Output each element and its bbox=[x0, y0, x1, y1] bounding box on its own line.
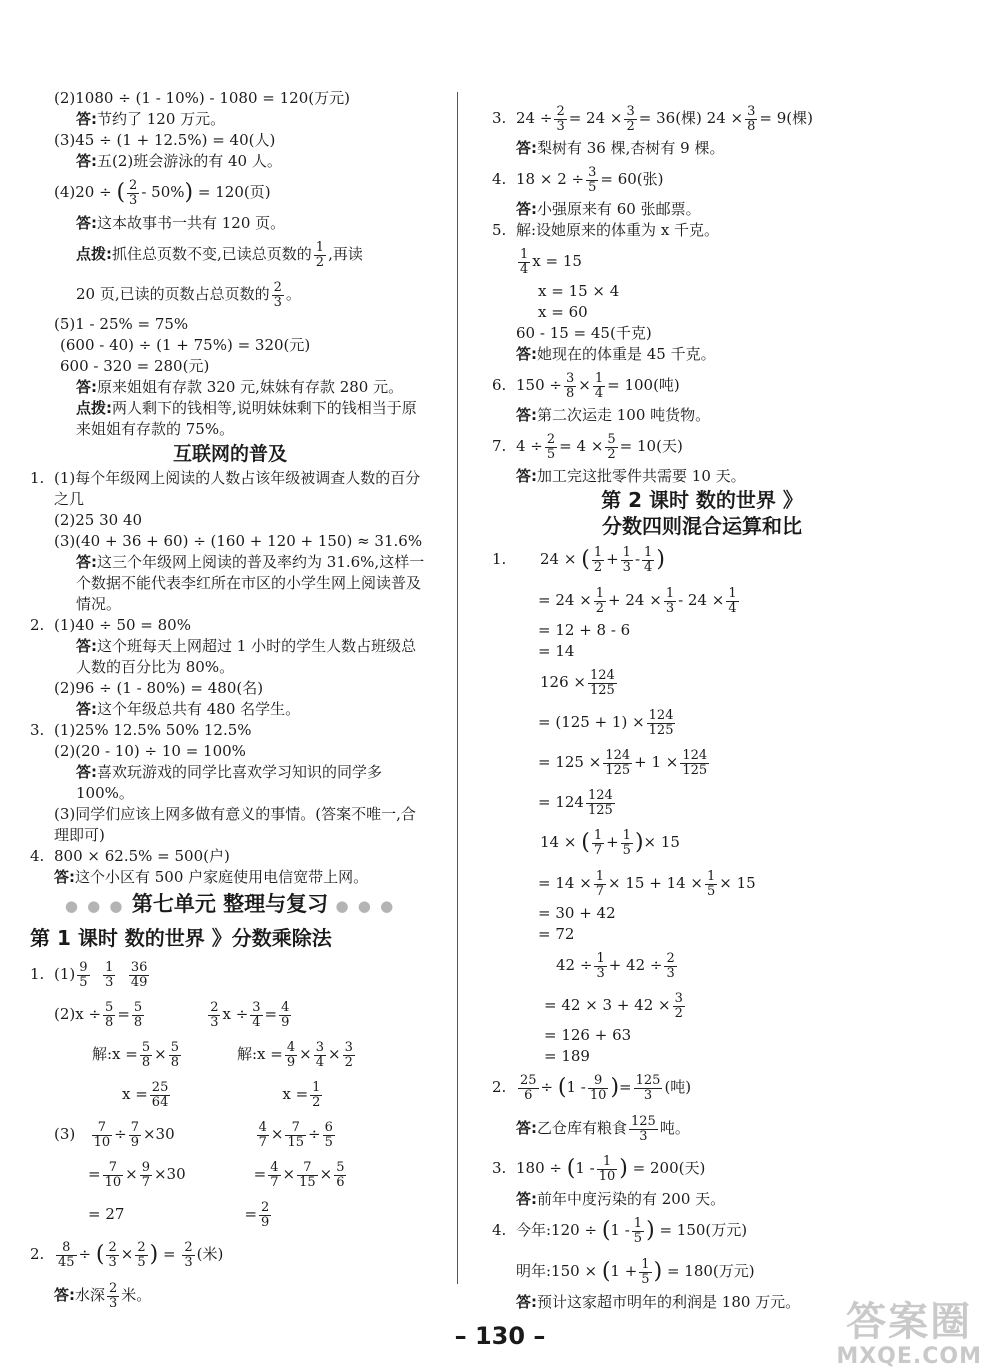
answer-line: 答:第二次运走 100 吨货物。 bbox=[516, 406, 711, 424]
answer-line: x = $\frac{25}{64}$ x = $\frac{1}{2}$ bbox=[122, 1079, 321, 1110]
answer-line: = 126 + 63 bbox=[544, 1026, 632, 1044]
section-title: 互联网的普及 bbox=[172, 443, 287, 465]
answer-line: 解:x = $\frac{5}{8}$ × $\frac{5}{8}$ 解:x = $\frac{4}{9}$ × $\frac{3}{4}$ × $\frac{3}{2}$ bbox=[92, 1039, 353, 1070]
answer-line: (2)25 30 40 bbox=[54, 511, 143, 529]
answer-line: = 24 × $\frac{1}{2}$ + 24 × $\frac{1}{3}$ - 24 × $\frac{1}{4}$ bbox=[538, 585, 737, 616]
answer-line: 答:乙仓库有粮食 $\frac{125}{3}$ 吨。 bbox=[516, 1113, 690, 1144]
answer-line: x = 15 × 4 bbox=[538, 282, 620, 300]
answer-line: 答:她现在的体重是 45 千克。 bbox=[516, 345, 716, 363]
question-2: 2. $\frac{8}{45}$ ÷ ( $\frac{2}{3}$ × $\frac{2}{5}$ ) = $\frac{2}{3}$ (米) bbox=[30, 1239, 224, 1270]
answer-line: = 27 = $\frac{2}{9}$ bbox=[88, 1199, 270, 1230]
answer-line: = (125 + 1) × $\frac{124}{125}$ bbox=[538, 707, 674, 738]
answer-line: (2)1080 ÷ (1 - 10%) - 1080 = 120(万元) bbox=[54, 89, 350, 107]
tip-line: 点拨:抓住总页数不变,已读总页数的 $\frac{1}{2}$ ,再读 bbox=[76, 239, 363, 270]
watermark-logo: 答案圈 MXQE.COM bbox=[836, 1299, 982, 1369]
answer-line: = 189 bbox=[544, 1047, 590, 1065]
answer-line: 答:原来姐姐有存款 320 元,妹妹有存款 280 元。 bbox=[76, 378, 404, 396]
answer-line: 答:这个年级总共有 480 名学生。 bbox=[76, 700, 301, 718]
tip-line: 点拨:两人剩下的钱相等,说明妹妹剩下的钱相当于原来姐姐有存款的 75%。 bbox=[76, 399, 417, 438]
question-2: 2. (1)40 ÷ 50 = 80% bbox=[30, 616, 191, 634]
right-column bbox=[492, 98, 912, 1313]
question-4: 4. 今年:120 ÷ (1 - $\frac{1}{5}$ ) = 150(万元) bbox=[492, 1215, 748, 1246]
question-5: 5. 解:设她原来的体重为 x 千克。 bbox=[492, 221, 720, 239]
answer-line: 答:小强原来有 60 张邮票。 bbox=[516, 200, 701, 218]
answer-line: (2)x ÷ $\frac{5}{8}$ = $\frac{5}{8}$ $\frac{2}{3}$ x ÷ $\frac{3}{4}$ = $\frac{4}{9}$ bbox=[54, 999, 290, 1030]
answer-line: = 125 × $\frac{124}{125}$ + 1 × $\frac{124}{125}$ bbox=[538, 747, 708, 778]
answer-line: (3)45 ÷ (1 + 12.5%) = 40(人) bbox=[54, 131, 276, 149]
answer-line: = 14 × $\frac{1}{7}$ × 15 + 14 × $\frac{1}{5}$ × 15 bbox=[538, 868, 756, 899]
answer-line: (2)(20 - 10) ÷ 10 = 100% bbox=[54, 742, 246, 760]
answer-line: = 124 $\frac{124}{125}$ bbox=[538, 787, 613, 818]
answer-line: 60 - 15 = 45(千克) bbox=[516, 324, 652, 342]
answer-line: 答:这个小区有 500 户家庭使用电信宽带上网。 bbox=[54, 868, 369, 886]
question-4: 4. 800 × 62.5% = 500(户) bbox=[30, 847, 230, 865]
answer-line: 答:加工完这批零件共需要 10 天。 bbox=[516, 467, 746, 485]
answer-line: = 30 + 42 bbox=[538, 904, 616, 922]
answer-line: 答:喜欢玩游戏的同学比喜欢学习知识的同学多 100%。 bbox=[76, 763, 383, 802]
tip-line: 20 页,已读的页数占总页数的 $\frac{2}{3}$ 。 bbox=[76, 279, 301, 310]
answer-line: (4)20 ÷ ( $\frac{2}{3}$ - 50%) = 120(页) bbox=[54, 177, 271, 208]
answer-line: = 72 bbox=[538, 925, 575, 943]
column-divider bbox=[457, 92, 458, 1284]
answer-line: 答:前年中度污染的有 200 天。 bbox=[516, 1190, 726, 1208]
question-6: 6. 150 ÷ $\frac{3}{8}$ × $\frac{1}{4}$ = 100(吨) bbox=[492, 370, 680, 401]
answer-line: 14 × ( $\frac{1}{7}$ + $\frac{1}{5}$ )× 15 bbox=[540, 827, 680, 858]
answer-line: 答:预计这家超市明年的利润是 180 万元。 bbox=[516, 1293, 801, 1311]
question-7: 7. 4 ÷ $\frac{2}{5}$ = 4 × $\frac{5}{2}$ = 10(天) bbox=[492, 431, 683, 462]
answer-line: = $\frac{7}{10}$ × $\frac{9}{7}$ ×30 = $\frac{4}{7}$ × $\frac{7}{15}$ × $\frac{5}{6}$ bbox=[88, 1159, 345, 1190]
answer-line: x = 60 bbox=[538, 303, 588, 321]
lesson-subtitle: 分数四则混合运算和比 bbox=[602, 514, 802, 538]
answer-line: 答:这个班每天上网超过 1 小时的学生人数占班级总人数的百分比为 80%。 bbox=[76, 637, 417, 676]
answer-line: 答:梨树有 36 棵,杏树有 9 棵。 bbox=[516, 139, 725, 157]
answer-line: 答:五(2)班会游泳的有 40 人。 bbox=[76, 152, 282, 170]
answer-line: 答:水深 $\frac{2}{3}$ 米。 bbox=[54, 1280, 152, 1311]
lesson-title: 第 2 课时 数的世界 》 bbox=[601, 488, 803, 512]
unit-title: ● ● ● 第七单元 整理与复习 ● ● ● bbox=[64, 892, 396, 916]
question-1: 1. (1) $\frac{9}{5}$ $\frac{1}{3}$ $\frac{36}{49}$ bbox=[30, 959, 148, 990]
answer-line: = 12 + 8 - 6 bbox=[538, 621, 631, 639]
question-3: 3. 24 ÷ $\frac{2}{3}$ = 24 × $\frac{3}{2}$ = 36(棵) 24 × $\frac{3}{8}$ = 9(棵) bbox=[492, 103, 813, 134]
answer-line: (600 - 40) ÷ (1 + 75%) = 320(元) bbox=[60, 336, 311, 354]
question-1: 1. (1)每个年级网上阅读的人数占该年级被调查人数的百分之几 bbox=[30, 469, 421, 508]
page-number: – 130 – bbox=[454, 1322, 546, 1350]
question-2: 2. $\frac{25}{6}$ ÷ (1 - $\frac{9}{10}$ )= $\frac{125}{3}$ (吨) bbox=[492, 1072, 692, 1103]
lesson-title: 第 1 课时 数的世界 》分数乘除法 bbox=[30, 926, 332, 950]
question-4: 4. 18 × 2 ÷ $\frac{3}{5}$ = 60(张) bbox=[492, 164, 664, 195]
answer-line: (3)同学们应该上网多做有意义的事情。(答案不唯一,合理即可) bbox=[54, 805, 416, 844]
answer-line: 答:这三个年级网上阅读的普及率约为 31.6%,这样一个数据不能代表李红所在市区的小学生网上阅读普及情况。 bbox=[76, 553, 425, 613]
answer-line: 600 - 320 = 280(元) bbox=[60, 357, 210, 375]
answer-line: $\frac{1}{4}$ x = 15 bbox=[520, 246, 582, 277]
left-column bbox=[30, 88, 430, 1315]
answer-line: 42 ÷ $\frac{1}{3}$ + 42 ÷ $\frac{2}{3}$ bbox=[556, 950, 675, 981]
answer-line: 答:节约了 120 万元。 bbox=[76, 110, 226, 128]
answer-line: (5)1 - 25% = 75% bbox=[54, 315, 189, 333]
answer-line: 126 × $\frac{124}{125}$ bbox=[540, 667, 615, 698]
answer-line: = 14 bbox=[538, 642, 575, 660]
question-3: 3. (1)25% 12.5% 50% 12.5% bbox=[30, 721, 252, 739]
answer-line: = 42 × 3 + 42 × $\frac{3}{2}$ bbox=[544, 990, 683, 1021]
question-3: 3. 180 ÷ (1 - $\frac{1}{10}$ ) = 200(天) bbox=[492, 1153, 706, 1184]
answer-line: (3) $\frac{7}{10}$ ÷ $\frac{7}{9}$ ×30 $\frac{4}{7}$ × $\frac{7}{15}$ ÷ $\frac{6}{5}$ bbox=[54, 1119, 333, 1150]
answer-line: 答:这本故事书一共有 120 页。 bbox=[76, 214, 286, 232]
answer-line: (2)96 ÷ (1 - 80%) = 480(名) bbox=[54, 679, 264, 697]
question-1: 1. 24 × ( $\frac{1}{2}$ + $\frac{1}{3}$ - $\frac{1}{4}$ ) bbox=[492, 544, 665, 575]
answer-line: (3)(40 + 36 + 60) ÷ (160 + 120 + 150) ≈ 31.6% bbox=[54, 532, 423, 550]
answer-line: 明年:150 × (1 + $\frac{1}{5}$ ) = 180(万元) bbox=[516, 1256, 755, 1287]
